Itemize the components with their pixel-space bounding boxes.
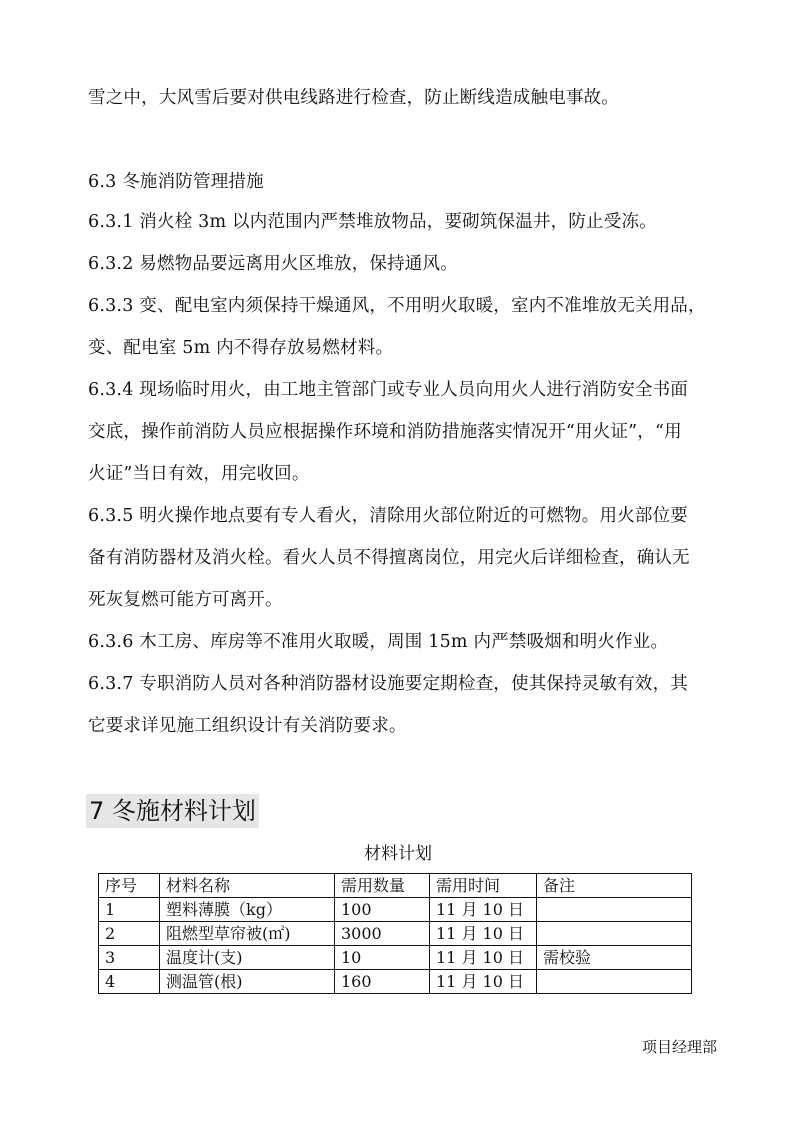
paragraph-6-3-3-line-2: 变、配电室 5m 内不得存放易燃材料。 <box>88 338 394 358</box>
cell-quantity: 10 <box>335 946 430 970</box>
table-caption: 材料计划 <box>364 844 432 864</box>
cell-remarks: 需校验 <box>537 946 692 970</box>
section-6-3-title: 6.3 冬施消防管理措施 <box>88 172 264 192</box>
cell-quantity: 3000 <box>335 922 430 946</box>
paragraph-6-3-6: 6.3.6 木工房、库房等不准用火取暖，周围 15m 内严禁吸烟和明火作业。 <box>88 632 669 652</box>
cell-time: 11 月 10 日 <box>430 970 537 994</box>
table-header-row <box>99 874 692 898</box>
paragraph-6-3-7-line-2: 它要求详见施工组织设计有关消防要求。 <box>88 716 407 736</box>
header-cell-time: 需用时间 <box>430 874 537 898</box>
cell-remarks <box>537 922 692 946</box>
section-7-heading: 7 冬施材料计划 <box>86 794 259 828</box>
cell-remarks <box>537 898 692 922</box>
cell-material-name: 塑料薄膜（kg） <box>160 898 335 922</box>
paragraph-6-3-4-line-3: 火证”当日有效，用完收回。 <box>88 464 310 484</box>
cell-quantity: 160 <box>335 970 430 994</box>
header-cell-quantity: 需用数量 <box>335 874 430 898</box>
cell-material-name: 测温管(根) <box>160 970 335 994</box>
paragraph-6-3-7-line-1: 6.3.7 专职消防人员对各种消防器材设施要定期检查，使其保持灵敏有效，其 <box>88 674 688 694</box>
table-row <box>99 946 692 970</box>
cell-material-name: 温度计(支) <box>160 946 335 970</box>
cell-remarks <box>537 970 692 994</box>
cell-quantity: 100 <box>335 898 430 922</box>
paragraph-6-3-5-line-2: 备有消防器材及消火栓。看火人员不得擅离岗位，用完火后详细检查，确认无 <box>88 548 690 568</box>
cell-index: 2 <box>99 922 160 946</box>
paragraph-6-3-4-line-2: 交底，操作前消防人员应根据操作环境和消防措施落实情况开“用火证”，“用 <box>88 422 682 442</box>
materials-table <box>98 873 692 994</box>
table-row <box>99 922 692 946</box>
cell-time: 11 月 10 日 <box>430 922 537 946</box>
cell-time: 11 月 10 日 <box>430 946 537 970</box>
paragraph-6-3-5-line-1: 6.3.5 明火操作地点要有专人看火，清除用火部位附近的可燃物。用火部位要 <box>88 506 688 526</box>
paragraph-6-3-3-line-1: 6.3.3 变、配电室内须保持干燥通风，不用明火取暖，室内不准堆放无关用品， <box>88 296 706 316</box>
paragraph-6-3-2: 6.3.2 易燃物品要远离用火区堆放，保持通风。 <box>88 254 458 274</box>
signature-project-department: 项目经理部 <box>641 1038 717 1056</box>
continuation-paragraph: 雪之中，大风雪后要对供电线路进行检查，防止断线造成触电事故。 <box>88 88 619 108</box>
paragraph-6-3-5-line-3: 死灰复燃可能方可离开。 <box>88 590 283 610</box>
header-cell-remarks: 备注 <box>537 874 692 898</box>
paragraph-6-3-4-line-1: 6.3.4 现场临时用火，由工地主管部门或专业人员向用火人进行消防安全书面 <box>88 380 688 400</box>
table-row <box>99 970 692 994</box>
cell-material-name: 阻燃型草帘被(㎡) <box>160 922 335 946</box>
cell-index: 1 <box>99 898 160 922</box>
table-row <box>99 898 692 922</box>
cell-time: 11 月 10 日 <box>430 898 537 922</box>
header-cell-index: 序号 <box>99 874 160 898</box>
cell-index: 4 <box>99 970 160 994</box>
paragraph-6-3-1: 6.3.1 消火栓 3m 以内范围内严禁堆放物品，要砌筑保温井，防止受冻。 <box>88 212 657 232</box>
cell-index: 3 <box>99 946 160 970</box>
header-cell-material-name: 材料名称 <box>160 874 335 898</box>
